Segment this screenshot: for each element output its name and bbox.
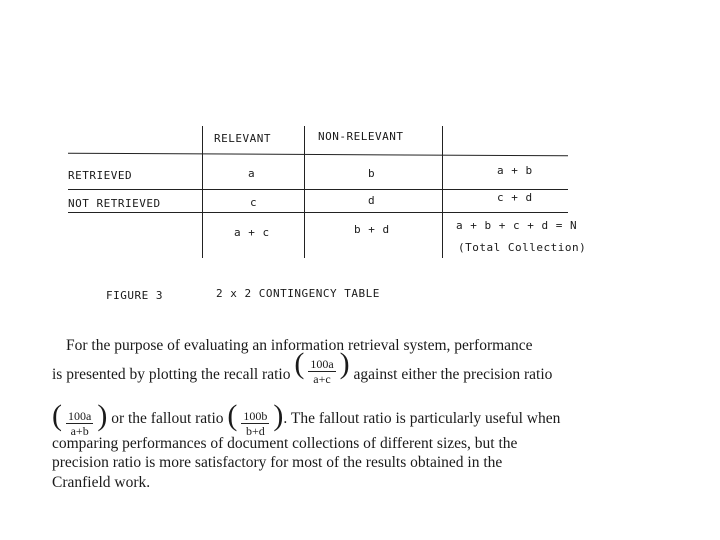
para-line-6: Cranfield work. [52, 474, 151, 491]
para-line-4: comparing performances of document collections of different sizes, but the [52, 435, 518, 452]
cell-c: c [250, 196, 258, 209]
figure-number: FIGURE 3 [106, 289, 163, 302]
table-hrule-header [68, 153, 568, 157]
para-line-2: is presented by plotting the recall ratio ( $\frac{100a}{a+c}$ ) against either the precision ratio [52, 347, 553, 386]
row-label-not-retrieved: NOT RETRIEVED [68, 197, 161, 210]
recall-denominator: a+c [313, 371, 331, 386]
col-header-non-relevant: NON-RELEVANT [318, 130, 404, 143]
table-hrule-row2 [68, 212, 568, 213]
cell-b: b [368, 167, 376, 180]
figure-caption: 2 x 2 CONTINGENCY TABLE [216, 287, 380, 300]
total-n: a + b + c + d = N [456, 219, 578, 232]
fallout-numerator: 100b [243, 408, 268, 423]
para-line-1: For the purpose of evaluating an information retrieval system, performance [66, 337, 533, 354]
precision-ratio-fraction: ( $\frac{100a}{a+b}$ ) [52, 399, 108, 438]
recall-numerator: 100a [310, 356, 334, 371]
cell-a: a [248, 167, 256, 180]
recall-ratio-fraction: ( $\frac{100a}{a+c}$ ) [294, 347, 350, 386]
table-hrule-mid [68, 189, 568, 190]
fallout-denominator: b+d [246, 423, 265, 438]
cell-a-plus-b: a + b [497, 164, 533, 177]
col-header-relevant: RELEVANT [214, 132, 271, 145]
table-vrule-3 [442, 126, 443, 258]
para-line-3: ( $\frac{100a}{a+b}$ ) or the fallout ratio ( $\frac{100b}{b+d}$ ). The fallout ratio is particularly useful when [52, 399, 561, 438]
cell-c-plus-d: c + d [497, 191, 533, 204]
total-b-plus-d: b + d [354, 223, 390, 236]
total-a-plus-c: a + c [234, 226, 270, 239]
total-note: (Total Collection) [458, 241, 587, 254]
fallout-ratio-fraction: ( $\frac{100b}{b+d}$ ) [227, 399, 284, 438]
para-line-5: precision ratio is more satisfactory for most of the results obtained in the [52, 454, 503, 471]
table-vrule-2 [304, 126, 305, 258]
table-vrule-1 [202, 126, 203, 258]
body-paragraph [52, 335, 612, 495]
cell-d: d [368, 194, 376, 207]
precision-denominator: a+b [70, 423, 89, 438]
precision-numerator: 100a [68, 408, 92, 423]
row-label-retrieved: RETRIEVED [68, 169, 133, 182]
